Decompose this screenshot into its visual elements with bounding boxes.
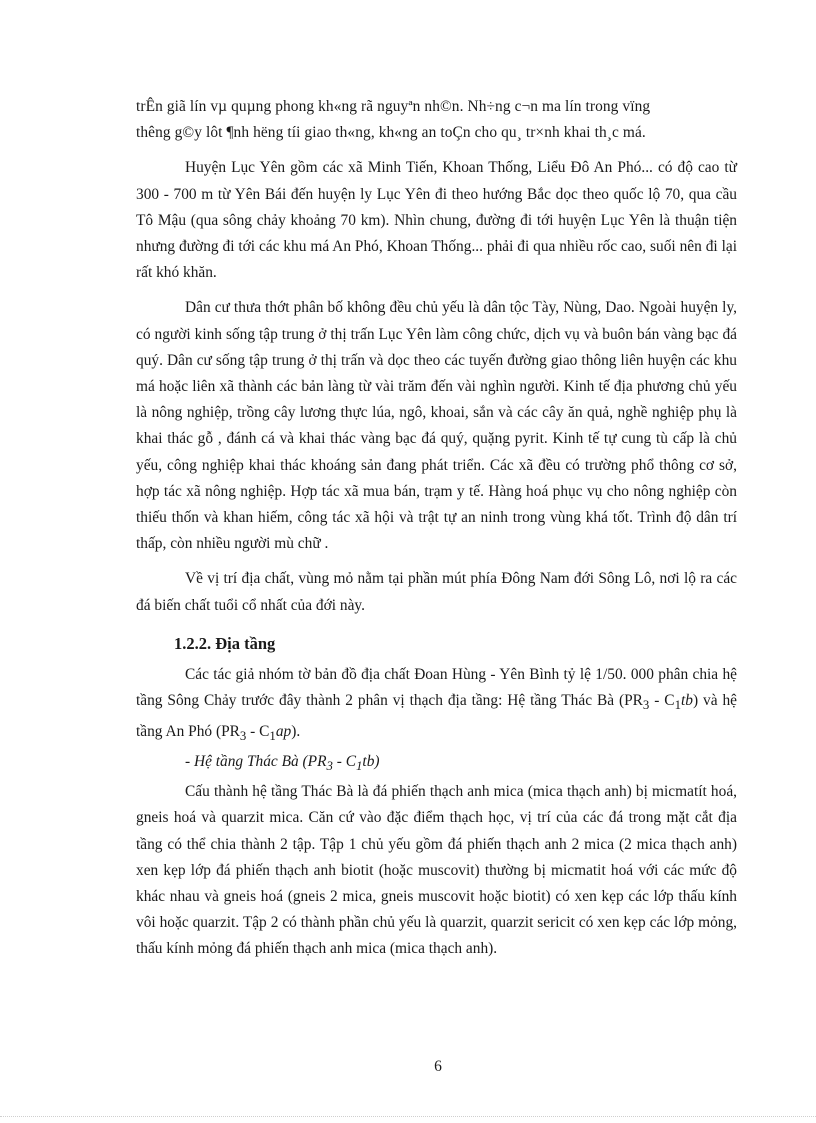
subscript: 1 [269, 728, 276, 743]
body-text [136, 94, 737, 963]
text-run: ). [291, 722, 301, 740]
italic-run: ap [275, 722, 292, 740]
text-run: - Hệ tầng Thác Bà (PR [185, 752, 327, 770]
italic-run: tb [681, 692, 693, 710]
text-run: tb) [362, 752, 380, 770]
footer-divider [0, 1116, 816, 1117]
subsection-heading [136, 749, 737, 779]
paragraph-continued [136, 94, 737, 146]
paragraph-line: thêng g©y lôt ¶nh hëng tíi giao th«ng, kh«ng an toÇn cho qu¸ tr×nh khai th¸c má. [136, 124, 646, 142]
page-number: 6 [434, 1058, 442, 1075]
text-run: Các tác giả nhóm tờ bản đồ địa chất Đoan Hùng - Yên Bình tỷ lệ 1/50. 000 phân chia hệ tầng Sông Chảy trước đây thành 2 phân vị thạch địa tầng: Hệ tầng Thác Bà (PR [136, 666, 737, 710]
paragraph-thac-ba: Cấu thành hệ tầng Thác Bà là đá phiến thạch anh mica (mica thạch anh) bị micmatít hoá, gneis hoá và quarzit mica. Căn cứ vào đặc điểm thạch học, vị trí của các đá trong mặt cắt địa tầng có thể chia thành 2 tập. Tập 1 chủ yếu gồm đá phiến thạch anh 2 mica (2 mica thạch anh) xen kẹp lớp đá phiến thạch anh biotit (hoặc muscovit) thường bị micmatit hoá với các mức độ khác nhau và gneis hoá (gneis 2 mica, gneis muscovit hoặc biotit) có xen kẹp các lớp thấu kính vôi hoặc quarzit. Tập 2 có thành phần chủ yếu là quarzit, quarzit sericit có xen kẹp các lớp mỏng, thấu kính mỏng đá phiến thạch anh mica (mica thạch anh). [136, 783, 737, 958]
section-heading: 1.2.2. Địa tầng [174, 633, 276, 653]
paragraph-population: Dân cư thưa thớt phân bố không đều chủ yếu là dân tộc Tày, Nùng, Dao. Ngoài huyện ly, có người kinh sống tập trung ở thị trấn Lục Yên làm công chức, dịch vụ và buôn bán vàng bạc đá quý. Dân cư sống tập trung ở thị trấn và dọc theo các tuyến đường giao thông liên huyện các khu má hoặc liên xã thành các bản làng từ vài trăm đến vài nghìn người. Kinh tế địa phương chủ yếu là nông nghiệp, trồng cây lương thực lúa, ngô, khoai, sắn và các cây ăn quả, nghề nghiệp phụ là khai thác gỗ , đánh cá và khai thác vàng bạc đá quý, quặng pyrit. Kinh tế tự cung tù cấp là chủ yếu, công nghiệp khai thác khoáng sản đang phát triển. Các xã đều có trường phổ thông cơ sở, hợp tác xã nông nghiệp. Hợp tác xã mua bán, trạm y tế. Hàng hoá phục vụ cho nông nghiệp còn thiếu thốn và khan hiếm, công tác xã hội và trật tự an ninh trong vùng khá tốt. Trình độ dân trí thấp, còn nhiều người mù chữ . [136, 299, 737, 553]
subscript: 1 [674, 698, 681, 713]
subscript: 3 [239, 728, 247, 743]
text-run: - C [246, 722, 270, 740]
paragraph-geography: Huyện Lục Yên gồm các xã Minh Tiến, Khoan Thống, Liểu Đô An Phó... có độ cao từ 300 - 700 m từ Yên Bái đến huyện ly Lục Yên đi theo hướng Bắc dọc theo quốc lộ 70, qua cầu Tô Mậu (qua sông chảy khoảng 70 km). Nhìn chung, đường đi tới huyện Lục Yên là thuận tiện nhưng đường đi tới các khu má An Phó, Khoan Thống... phải đi qua nhiều rốc cao, suối nên đi lại rất khó khăn. [136, 159, 737, 282]
text-run: - C [332, 752, 356, 770]
paragraph-geology-position: Về vị trí địa chất, vùng mỏ nằm tại phần mút phía Đông Nam đới Sông Lô, nơi lộ ra các đá biến chất tuổi cổ nhất của đới này. [136, 570, 737, 614]
subscript: 1 [356, 758, 363, 773]
subscript: 3 [642, 698, 650, 713]
paragraph-line: trÊn giã lín vµ quµng phong kh«ng rã nguyªn nh©n. Nh÷ng c¬n ma lín trong vïng [136, 98, 651, 115]
text-run: - C [649, 692, 675, 710]
text-run: ) và hệ tầng An Phó (PR [136, 692, 737, 740]
subscript: 3 [326, 758, 333, 773]
paragraph-stratigraphy [136, 662, 737, 749]
